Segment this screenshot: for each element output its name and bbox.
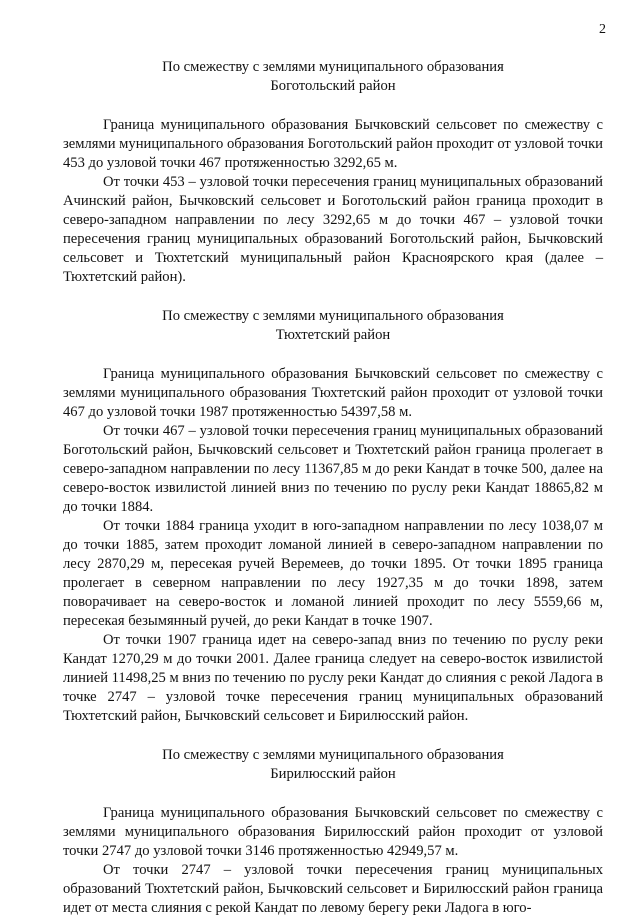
section-heading-line2: Боготольский район bbox=[270, 78, 396, 94]
paragraph: От точки 453 – узловой точки пересечения границ муниципальных образований Ачинский район, Бычковский сельсовет и Боготольский район граница проходит в северо-западном направлении по лесу 3292,65 м до точки 467 – узловой точки пересечения границ муниципальных образований Боготольский район, Бычковский сельсовет и Тюхтетский муниципальный район Красноярского края (далее – Тюхтетский район). bbox=[63, 174, 603, 285]
section-heading bbox=[63, 58, 603, 96]
paragraph: Граница муниципального образования Бычковский сельсовет по смежеству с землями муниципального образования Тюхтетский район проходит от узловой точки 467 до узловой точки 1987 протяженностью 54397,58 м. bbox=[63, 366, 603, 420]
section-heading bbox=[63, 307, 603, 345]
section-heading-line1: По смежеству с землями муниципального образования bbox=[162, 747, 504, 763]
section-birilyussy bbox=[63, 746, 603, 918]
section-tyukhtet bbox=[63, 307, 603, 726]
paragraph: Граница муниципального образования Бычковский сельсовет по смежеству с землями муниципального образования Бирилюсский район проходит от узловой точки 2747 до узловой точки 3146 протяженностью 42949,57 м. bbox=[63, 805, 603, 859]
section-heading-line1: По смежеству с землями муниципального образования bbox=[162, 308, 504, 324]
section-heading-line1: По смежеству с землями муниципального образования bbox=[162, 59, 504, 75]
paragraph: От точки 1907 граница идет на северо-запад вниз по течению по руслу реки Кандат 1270,29 м до точки 2001. Далее граница следует на северо-восток извилистой линией 11498,25 м вниз по течению по руслу реки Кандат до слияния с рекой Ладога в точке 2747 – узловой точке пересечения границ муниципальных образований Тюхтетский район, Бычковский сельсовет и Бирилюсский район. bbox=[63, 632, 603, 724]
section-bogotol bbox=[63, 58, 603, 287]
paragraph: От точки 467 – узловой точки пересечения границ муниципальных образований Боготольский район, Бычковский сельсовет и Тюхтетский район граница пролегает в северо-западном направлении по лесу 11367,85 м до реки Кандат в точке 500, далее на северо-восток извилистой линией вниз по течению по руслу реки Кандат 18865,82 м до точки 1884. bbox=[63, 423, 603, 515]
section-heading-line2: Тюхтетский район bbox=[275, 327, 391, 343]
paragraph: От точки 2747 – узловой точки пересечения границ муниципальных образований Тюхтетский район, Бычковский сельсовет и Бирилюсский район граница идет от места слияния с рекой Кандат по левому берегу реки Ладога в юго- bbox=[63, 862, 603, 916]
paragraph: От точки 1884 граница уходит в юго-западном направлении по лесу 1038,07 м до точки 1885, затем проходит ломаной линией в северо-западном направлении по лесу 2870,29 м, пересекая ручей Веремеев, до точки 1895. От точки 1895 граница пролегает в северном направлении по лесу 1927,35 м до точки 1898, затем поворачивает на северо-восток и ломаной линией проходит по лесу 5559,66 м, пересекая безымянный ручей, до реки Кандат в точке 1907. bbox=[63, 518, 603, 629]
section-heading-line2: Бирилюсский район bbox=[270, 766, 396, 782]
paragraph: Граница муниципального образования Бычковский сельсовет по смежеству с землями муниципального образования Боготольский район проходит от узловой точки 453 до узловой точки 467 протяженностью 3292,65 м. bbox=[63, 117, 603, 171]
page-number: 2 bbox=[599, 22, 606, 37]
document-body bbox=[63, 58, 603, 918]
section-heading bbox=[63, 746, 603, 784]
